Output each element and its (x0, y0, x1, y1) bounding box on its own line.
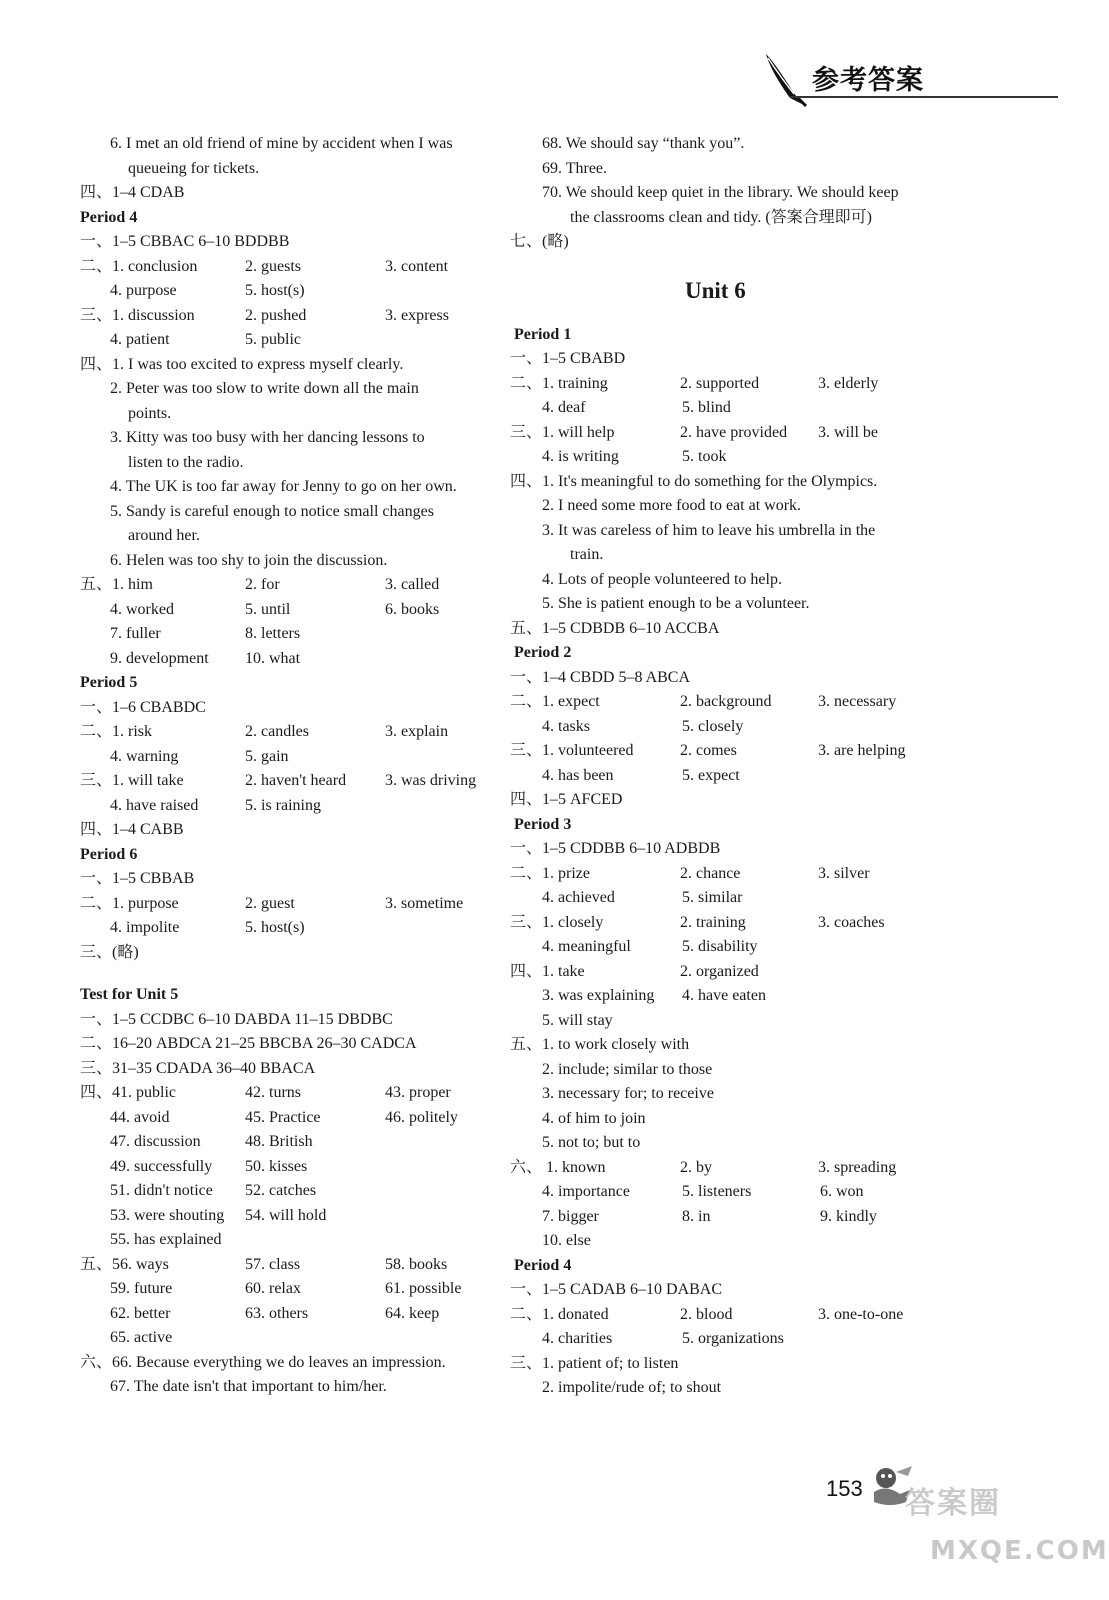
answer-cell: 一、1–5 CCDBC 6–10 DABDA 11–15 DBDBC (80, 1010, 393, 1028)
answer-line (80, 304, 500, 329)
answer-line (510, 788, 930, 813)
answer-cell: 四、1. take (510, 962, 585, 980)
answer-cell: 5. similar (682, 889, 743, 906)
answer-line (510, 1009, 930, 1034)
answer-cell: 二、1. donated (510, 1305, 609, 1323)
answer-cell: listen to the radio. (128, 453, 244, 471)
answer-cell: 53. were shouting (110, 1206, 225, 1224)
answer-line (80, 892, 500, 917)
answer-cell: 5. host(s) (245, 919, 305, 936)
answer-line (510, 494, 930, 519)
answer-line (510, 1229, 930, 1254)
answer-cell: 3. explain (385, 723, 449, 740)
answer-cell: 四、1–4 CABB (80, 821, 184, 838)
answer-cell: 2. Peter was too slow to write down all the main (110, 380, 419, 397)
answer-line (80, 1253, 500, 1278)
answer-cell: 3. are helping (818, 742, 906, 759)
answer-cell: 59. future (110, 1280, 173, 1297)
answer-cell: 3. express (385, 306, 449, 324)
answer-line (80, 622, 500, 647)
answer-cell: 50. kisses (245, 1157, 308, 1175)
answer-line (510, 837, 930, 862)
answer-cell: 9. kindly (820, 1207, 877, 1225)
answer-cell: 三、(略) (80, 943, 139, 961)
answer-line (80, 1130, 500, 1155)
answer-cell: 2. haven't heard (245, 772, 347, 789)
answer-cell: 52. catches (245, 1182, 317, 1199)
watermark: 答案圈 (905, 1486, 1001, 1521)
answer-cell: 三、1. patient of; to listen (510, 1354, 679, 1372)
answer-cell: 二、1. purpose (80, 894, 179, 912)
answer-line (80, 1375, 500, 1400)
answer-cell: 四、41. public (80, 1084, 176, 1101)
answer-cell: 六、66. Because everything we do leaves an impression. (80, 1353, 446, 1371)
answer-cell: 4. have eaten (682, 987, 766, 1004)
answer-line (510, 960, 930, 985)
answer-cell: 2. I need some more food to eat at work. (542, 497, 802, 514)
answer-cell: 一、1–5 CADAB 6–10 DABAC (510, 1281, 723, 1298)
answer-cell: 64. keep (385, 1304, 440, 1322)
answer-line (80, 941, 500, 966)
answer-cell: 7. fuller (110, 625, 161, 642)
answer-cell: 4. deaf (542, 399, 586, 416)
answer-line (510, 206, 930, 231)
answer-cell: 4. The UK is too far away for Jenny to go on her own. (110, 478, 457, 495)
answer-cell: 2. by (680, 1158, 712, 1176)
answer-cell: Period 6 (80, 845, 138, 863)
answer-cell: 5. will stay (542, 1011, 613, 1029)
answer-line (510, 1107, 930, 1132)
answer-cell: 44. avoid (110, 1108, 170, 1126)
answer-cell: the classrooms clean and tidy. (答案合理即可) (570, 208, 873, 226)
answer-cell: 8. letters (245, 625, 301, 642)
answer-cell: 3. It was careless of him to leave his umbrella in the (542, 521, 876, 539)
answer-cell: 四、1–5 AFCED (510, 791, 623, 808)
answer-cell: 2. training (680, 913, 746, 931)
unit-title (510, 255, 930, 323)
answer-cell: 5. not to; but to (542, 1134, 641, 1151)
answer-cell: 67. The date isn't that important to him/her. (110, 1378, 387, 1395)
section-heading (510, 641, 930, 666)
watermark-url: MXQE.COM (930, 1536, 1109, 1566)
answer-line (80, 1204, 500, 1229)
answer-line (80, 279, 500, 304)
answer-cell: Period 1 (514, 325, 572, 343)
answer-line (80, 353, 500, 378)
answer-line (80, 1228, 500, 1253)
section-heading (80, 206, 500, 231)
answer-cell: 五、56. ways (80, 1255, 169, 1273)
answer-line (510, 470, 930, 495)
answer-cell: 4. meaningful (542, 938, 631, 955)
answer-cell: 3. sometime (385, 894, 464, 912)
answer-cell: points. (128, 404, 172, 422)
answer-cell: 68. We should say “thank you”. (542, 135, 745, 152)
answer-cell: 七、(略) (510, 233, 569, 250)
answer-line (80, 965, 500, 983)
answer-line (80, 867, 500, 892)
answer-cell: 2. for (245, 576, 280, 593)
answer-line (510, 445, 930, 470)
answer-cell: 四、1–4 CDAB (80, 184, 185, 201)
answer-cell: 5. disability (682, 938, 758, 955)
answer-cell: 5. expect (682, 766, 740, 784)
answer-cell: 42. turns (245, 1084, 301, 1101)
header-title: 参考答案 (812, 65, 924, 96)
answer-cell: 55. has explained (110, 1231, 222, 1248)
answer-cell: 2. candles (245, 723, 309, 740)
answer-cell: Period 2 (514, 644, 572, 661)
answer-line (80, 1302, 500, 1327)
answer-cell: 58. books (385, 1255, 448, 1273)
answer-cell: 一、1–4 CBDD 5–8 ABCA (510, 668, 691, 686)
answer-cell: 5. took (682, 448, 727, 465)
answer-line (510, 372, 930, 397)
answer-cell: 3. will be (818, 423, 878, 441)
answer-line (80, 1326, 500, 1351)
answer-line (80, 181, 500, 206)
answer-cell: 4. worked (110, 600, 174, 618)
answer-cell: Period 5 (80, 674, 138, 691)
answer-line (80, 230, 500, 255)
answer-line (510, 739, 930, 764)
answer-cell: 2. chance (680, 864, 741, 882)
answer-line (80, 402, 500, 427)
answer-cell: 69. Three. (542, 159, 608, 177)
answer-line (510, 132, 930, 157)
answer-line (510, 666, 930, 691)
answer-line (510, 543, 930, 568)
answer-line (80, 1351, 500, 1376)
answer-cell: 10. what (245, 649, 301, 667)
answer-line (80, 794, 500, 819)
section-heading (80, 671, 500, 696)
answer-cell: 4. is writing (542, 448, 619, 465)
answer-cell: 2. organized (680, 962, 759, 980)
answer-cell: queueing for tickets. (128, 159, 260, 177)
answer-cell: 4. of him to join (542, 1109, 646, 1127)
answer-cell: 4. warning (110, 747, 179, 765)
answer-line (510, 984, 930, 1009)
answer-cell: 8. in (682, 1207, 711, 1225)
left-column (80, 132, 500, 1400)
answer-cell: 6. I met an old friend of mine by accident when I was (110, 135, 453, 152)
answer-line (80, 549, 500, 574)
answer-line (80, 916, 500, 941)
answer-line (80, 1179, 500, 1204)
answer-cell: 43. proper (385, 1084, 451, 1101)
answer-cell: 2. pushed (245, 306, 307, 324)
answer-cell: 3. coaches (818, 913, 885, 931)
answer-cell: 4. Lots of people volunteered to help. (542, 570, 782, 588)
answer-line (80, 598, 500, 623)
answer-line (80, 1081, 500, 1106)
answer-cell: 54. will hold (245, 1206, 327, 1224)
answer-line (80, 573, 500, 598)
answer-cell: 61. possible (385, 1280, 462, 1297)
answer-cell: 5. She is patient enough to be a volunteer. (542, 595, 810, 612)
answer-cell: around her. (128, 527, 200, 544)
answer-cell: 5. until (245, 600, 291, 618)
answer-line (80, 524, 500, 549)
answer-line (510, 1156, 930, 1181)
answer-cell: 六、 1. known (510, 1158, 606, 1176)
answer-line (510, 230, 930, 255)
answer-cell: 4. achieved (542, 889, 615, 906)
answer-line (80, 1277, 500, 1302)
answer-cell: 二、1. risk (80, 723, 153, 740)
answer-line (510, 715, 930, 740)
answer-cell: 10. else (542, 1232, 591, 1249)
answer-cell: 一、1–5 CBBAB (80, 870, 195, 887)
answer-cell: 5. is raining (245, 796, 321, 814)
answer-cell: 62. better (110, 1304, 171, 1322)
answer-line (80, 1008, 500, 1033)
answer-cell: 2. comes (680, 742, 737, 759)
answer-cell: 2. blood (680, 1305, 733, 1323)
answer-line (510, 519, 930, 544)
answer-line (80, 647, 500, 672)
answer-line (80, 1106, 500, 1131)
answer-cell: 二、1. conclusion (80, 257, 198, 275)
answer-line (80, 451, 500, 476)
answer-cell: 3. necessary for; to receive (542, 1085, 714, 1102)
answer-cell: 3. content (385, 257, 449, 275)
answer-cell: 5. organizations (682, 1330, 784, 1347)
answer-cell: 4. tasks (542, 717, 590, 735)
answer-cell: 7. bigger (542, 1207, 599, 1225)
answer-line (510, 1278, 930, 1303)
answer-cell: 三、31–35 CDADA 36–40 BBACA (80, 1059, 316, 1077)
answer-cell: 5. host(s) (245, 282, 305, 299)
answer-line (510, 1131, 930, 1156)
answer-line (510, 1082, 930, 1107)
answer-cell: 一、1–5 CBABD (510, 350, 626, 367)
answer-cell: 3. was explaining (542, 987, 655, 1004)
answer-cell: 四、1. It's meaningful to do something for the Olympics. (510, 472, 878, 490)
answer-cell: 三、1. closely (510, 913, 604, 931)
right-column (510, 132, 930, 1401)
answer-cell: 三、1. discussion (80, 306, 195, 324)
answer-cell: 2. have provided (680, 423, 788, 441)
answer-line (80, 745, 500, 770)
answer-line (510, 1376, 930, 1401)
answer-cell: 6. Helen was too shy to join the discussion. (110, 551, 388, 569)
answer-cell: 51. didn't notice (110, 1182, 213, 1199)
answer-cell: 3. spreading (818, 1158, 897, 1176)
answer-cell: 3. Kitty was too busy with her dancing lessons to (110, 429, 425, 446)
answer-line (510, 862, 930, 887)
answer-cell: 63. others (245, 1304, 309, 1322)
answer-line (510, 1033, 930, 1058)
header-rule (790, 96, 1058, 98)
answer-line (80, 818, 500, 843)
answer-cell: 一、1–5 CBBAC 6–10 BDDBB (80, 233, 290, 250)
answer-cell: Period 4 (514, 1256, 572, 1274)
answer-cell: 一、1–6 CBABDC (80, 698, 206, 716)
answer-cell: 6. books (385, 600, 440, 618)
answer-line (510, 911, 930, 936)
answer-cell: 2. guest (245, 894, 295, 912)
section-heading (510, 323, 930, 348)
answer-line (80, 132, 500, 157)
answer-cell: 4. purpose (110, 282, 177, 299)
answer-line (510, 568, 930, 593)
answer-cell: Unit 6 (685, 277, 746, 303)
answer-line (510, 1058, 930, 1083)
answer-cell: 4. has been (542, 766, 614, 784)
answer-line (80, 1032, 500, 1057)
answer-cell: 65. active (110, 1329, 173, 1346)
answer-cell: 一、1–5 CDDBB 6–10 ADBDB (510, 840, 721, 857)
answer-line (510, 886, 930, 911)
answer-cell: Period 4 (80, 208, 138, 226)
answer-cell: 4. impolite (110, 919, 180, 936)
answer-line (80, 475, 500, 500)
answer-line (80, 328, 500, 353)
answer-cell: 四、1. I was too excited to express myself clearly. (80, 355, 404, 373)
answer-cell: 3. called (385, 576, 440, 593)
answer-cell: 二、1. prize (510, 864, 590, 882)
answer-line (80, 255, 500, 280)
answer-line (80, 769, 500, 794)
answer-cell: 5. listeners (682, 1183, 752, 1200)
answer-line (510, 690, 930, 715)
answer-line (510, 396, 930, 421)
answer-cell: 二、1. expect (510, 693, 600, 710)
answer-cell: 4. have raised (110, 796, 199, 814)
answer-cell: 五、1. to work closely with (510, 1036, 690, 1053)
answer-cell: 6. won (820, 1183, 864, 1200)
page-number: 153 (826, 1476, 863, 1501)
answer-line (510, 347, 930, 372)
answer-line (80, 696, 500, 721)
section-heading (80, 983, 500, 1008)
answer-cell: Period 3 (514, 815, 572, 833)
answer-cell: train. (570, 546, 604, 563)
answer-cell: 2. supported (680, 374, 760, 392)
answer-cell: 3. necessary (818, 693, 897, 710)
answer-cell: 2. include; similar to those (542, 1060, 713, 1078)
answer-cell: 5. closely (682, 717, 744, 735)
answer-cell: 5. blind (682, 399, 731, 416)
answer-line (80, 500, 500, 525)
section-heading (510, 1254, 930, 1279)
answer-line (80, 426, 500, 451)
answer-cell: 5. public (245, 331, 301, 348)
answer-cell: Test for Unit 5 (80, 986, 179, 1003)
answer-cell: 4. charities (542, 1330, 613, 1347)
answer-cell: 45. Practice (245, 1108, 321, 1126)
answer-cell: 二、16–20 ABDCA 21–25 BBCBA 26–30 CADCA (80, 1035, 417, 1052)
answer-cell: 三、1. volunteered (510, 742, 634, 759)
answer-line (510, 764, 930, 789)
answer-cell: 二、1. training (510, 374, 608, 392)
answer-line (510, 592, 930, 617)
answer-line (80, 377, 500, 402)
answer-cell: 70. We should keep quiet in the library. We should keep (542, 184, 899, 201)
answer-cell: 46. politely (385, 1108, 458, 1126)
pen-icon (760, 48, 816, 108)
answer-cell: 60. relax (245, 1280, 301, 1297)
answer-cell: 4. importance (542, 1183, 630, 1200)
answer-cell: 2. impolite/rude of; to shout (542, 1379, 722, 1396)
answer-cell: 9. development (110, 649, 209, 667)
answer-cell: 五、1–5 CDBDB 6–10 ACCBA (510, 619, 720, 637)
answer-cell: 57. class (245, 1255, 301, 1273)
answer-line (510, 421, 930, 446)
answer-line (510, 1352, 930, 1377)
answer-line (510, 935, 930, 960)
answer-cell: 3. one-to-one (818, 1305, 904, 1323)
answer-line (80, 720, 500, 745)
answer-cell: 5. Sandy is careful enough to notice small changes (110, 502, 434, 520)
answer-line (80, 157, 500, 182)
answer-cell: 3. elderly (818, 374, 879, 392)
answer-cell: 2. guests (245, 257, 301, 275)
answer-line (510, 1180, 930, 1205)
answer-line (510, 1327, 930, 1352)
answer-line (510, 1205, 930, 1230)
answer-cell: 3. silver (818, 864, 870, 882)
answer-cell: 5. gain (245, 747, 289, 765)
answer-cell: 49. successfully (110, 1157, 213, 1175)
answer-line (510, 1303, 930, 1328)
answer-cell: 47. discussion (110, 1133, 201, 1150)
answer-line (80, 1057, 500, 1082)
answer-cell: 48. British (245, 1133, 313, 1150)
answer-cell: 3. was driving (385, 772, 477, 789)
section-heading (80, 843, 500, 868)
answer-cell: 三、1. will help (510, 423, 615, 441)
section-heading (510, 813, 930, 838)
answer-cell: 五、1. him (80, 576, 153, 593)
answer-line (510, 157, 930, 182)
answer-cell: 2. background (680, 693, 772, 710)
answer-line (510, 617, 930, 642)
answer-line (80, 1155, 500, 1180)
answer-cell: 4. patient (110, 331, 170, 348)
answer-line (510, 181, 930, 206)
answer-cell: 三、1. will take (80, 772, 184, 789)
